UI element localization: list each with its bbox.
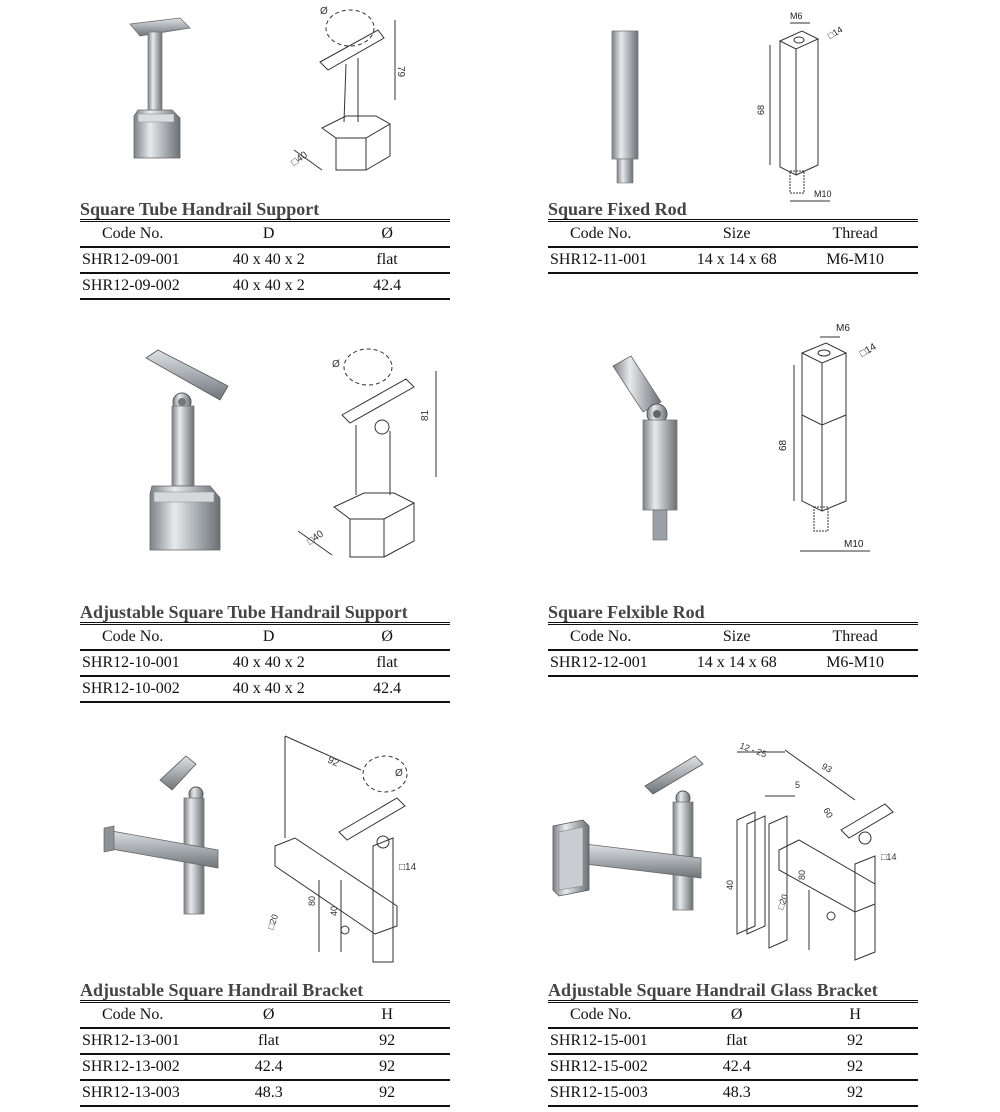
table-cell: 92	[792, 1054, 918, 1080]
table-cell: 42.4	[324, 273, 450, 299]
spec-table	[548, 222, 918, 274]
table-row	[548, 247, 918, 273]
table-cell: 48.3	[681, 1080, 792, 1106]
column-header: Size	[681, 222, 792, 247]
code-cell: SHR12-13-002	[80, 1054, 213, 1080]
tube-size-label: □14	[881, 852, 897, 862]
table-cell: 42.4	[681, 1054, 792, 1080]
table-header-row	[80, 222, 450, 247]
table-cell: 40 x 40 x 2	[213, 273, 324, 299]
table-header-row	[548, 1003, 918, 1028]
product-photo	[545, 750, 720, 915]
thread-top-label: M6	[836, 323, 850, 334]
product-photo	[110, 340, 260, 555]
column-header: Ø	[681, 1003, 792, 1028]
table-cell: 40 x 40 x 2	[213, 650, 324, 676]
table-cell: 40 x 40 x 2	[213, 676, 324, 702]
code-cell: SHR12-11-001	[548, 247, 681, 273]
reach-label: 92	[325, 754, 341, 770]
column-header: Code No.	[80, 222, 213, 247]
code-cell: SHR12-09-002	[80, 273, 213, 299]
thread-bottom-label: M10	[844, 539, 864, 550]
offset-label: 40	[329, 905, 339, 916]
height-label: 81	[420, 409, 431, 421]
thread-bottom-label: M10	[814, 189, 832, 199]
column-header: Size	[681, 625, 792, 650]
section-title: Square Tube Handrail Support	[80, 199, 320, 219]
table-cell: 92	[792, 1080, 918, 1106]
column-header: H	[792, 1003, 918, 1028]
technical-drawing	[290, 345, 450, 560]
length-label: 68	[756, 104, 766, 115]
spec-block	[80, 980, 450, 1107]
table-row	[80, 650, 450, 676]
column-header: H	[324, 1003, 450, 1028]
technical-drawing	[725, 740, 905, 965]
tube-size-label: □14	[399, 862, 417, 873]
table-cell: 92	[324, 1080, 450, 1106]
diameter-label: Ø	[320, 6, 328, 17]
column-header: Ø	[324, 222, 450, 247]
section-title: Square Fixed Rod	[548, 199, 687, 219]
column-header: D	[213, 222, 324, 247]
code-cell: SHR12-15-003	[548, 1080, 681, 1106]
spec-table	[80, 222, 450, 300]
column-header: Ø	[324, 625, 450, 650]
technical-drawing	[280, 0, 410, 180]
code-cell: SHR12-13-003	[80, 1080, 213, 1106]
table-cell: M6-M10	[792, 650, 918, 676]
column-header: Code No.	[548, 222, 681, 247]
product-photo	[595, 350, 695, 545]
code-cell: SHR12-09-001	[80, 247, 213, 273]
code-cell: SHR12-15-001	[548, 1028, 681, 1054]
technical-drawing	[770, 315, 900, 555]
product-photo	[110, 10, 220, 160]
gap-label: 5	[795, 780, 801, 790]
table-row	[80, 1080, 450, 1106]
table-row	[80, 676, 450, 702]
section-size-label: □14	[826, 24, 845, 41]
height-label: 79	[395, 66, 406, 78]
spec-table	[548, 625, 918, 677]
column-header: Code No.	[548, 625, 681, 650]
column-header: Thread	[792, 625, 918, 650]
code-cell: SHR12-13-001	[80, 1028, 213, 1054]
table-cell: flat	[213, 1028, 324, 1054]
width-label: □40	[289, 149, 310, 169]
table-header-row	[80, 1003, 450, 1028]
section-size-label: □14	[858, 341, 879, 360]
thread-top-label: M6	[790, 11, 803, 21]
table-row	[548, 650, 918, 676]
table-cell: 92	[324, 1028, 450, 1054]
code-cell: SHR12-10-001	[80, 650, 213, 676]
table-cell: flat	[324, 247, 450, 273]
table-cell: 40 x 40 x 2	[213, 247, 324, 273]
plate-height-label: 40	[725, 879, 735, 890]
table-cell: flat	[681, 1028, 792, 1054]
section-title: Adjustable Square Tube Handrail Support	[80, 602, 408, 622]
width-label: □40	[305, 528, 326, 548]
mount-label: 60	[821, 806, 835, 820]
product-photo	[600, 25, 650, 190]
code-cell: SHR12-10-002	[80, 676, 213, 702]
spec-table	[80, 625, 450, 703]
length-label: 68	[778, 439, 789, 451]
diameter-label: Ø	[332, 359, 340, 370]
technical-drawing	[750, 5, 870, 205]
reach-label: 93	[820, 761, 834, 775]
spec-block	[548, 199, 918, 274]
table-cell: 92	[324, 1054, 450, 1080]
section-title: Adjustable Square Handrail Glass Bracket	[548, 980, 878, 1000]
diameter-label: Ø	[395, 768, 403, 779]
column-header: Code No.	[80, 1003, 213, 1028]
table-cell: 14 x 14 x 68	[681, 650, 792, 676]
table-row	[80, 1028, 450, 1054]
table-row	[80, 1054, 450, 1080]
code-cell: SHR12-15-002	[548, 1054, 681, 1080]
table-row	[548, 1080, 918, 1106]
table-header-row	[548, 222, 918, 247]
column-header: Code No.	[548, 1003, 681, 1028]
table-cell: 14 x 14 x 68	[681, 247, 792, 273]
height-label: 80	[797, 869, 807, 880]
column-header: Thread	[792, 222, 918, 247]
code-cell: SHR12-12-001	[548, 650, 681, 676]
column-header: Ø	[213, 1003, 324, 1028]
spec-block	[548, 980, 918, 1107]
table-row	[80, 273, 450, 299]
table-cell: 92	[792, 1028, 918, 1054]
column-header: Code No.	[80, 625, 213, 650]
section-title: Square Felxible Rod	[548, 602, 705, 622]
table-cell: 42.4	[213, 1054, 324, 1080]
arm-size-label: □20	[265, 912, 281, 931]
spec-table	[548, 1003, 918, 1107]
table-header-row	[80, 625, 450, 650]
product-photo	[100, 750, 225, 920]
table-row	[548, 1054, 918, 1080]
table-row	[80, 247, 450, 273]
table-header-row	[548, 625, 918, 650]
spec-block	[548, 602, 918, 677]
spec-block	[80, 199, 450, 300]
table-cell: M6-M10	[792, 247, 918, 273]
column-header: D	[213, 625, 324, 650]
height-label: 80	[307, 895, 317, 906]
glass-range-label: 12 - 25	[738, 740, 769, 760]
spec-table	[80, 1003, 450, 1107]
section-title: Adjustable Square Handrail Bracket	[80, 980, 364, 1000]
spec-block	[80, 602, 450, 703]
table-cell: flat	[324, 650, 450, 676]
technical-drawing	[265, 730, 425, 965]
table-cell: 48.3	[213, 1080, 324, 1106]
table-row	[548, 1028, 918, 1054]
table-cell: 42.4	[324, 676, 450, 702]
arm-size-label: □20	[775, 892, 791, 911]
